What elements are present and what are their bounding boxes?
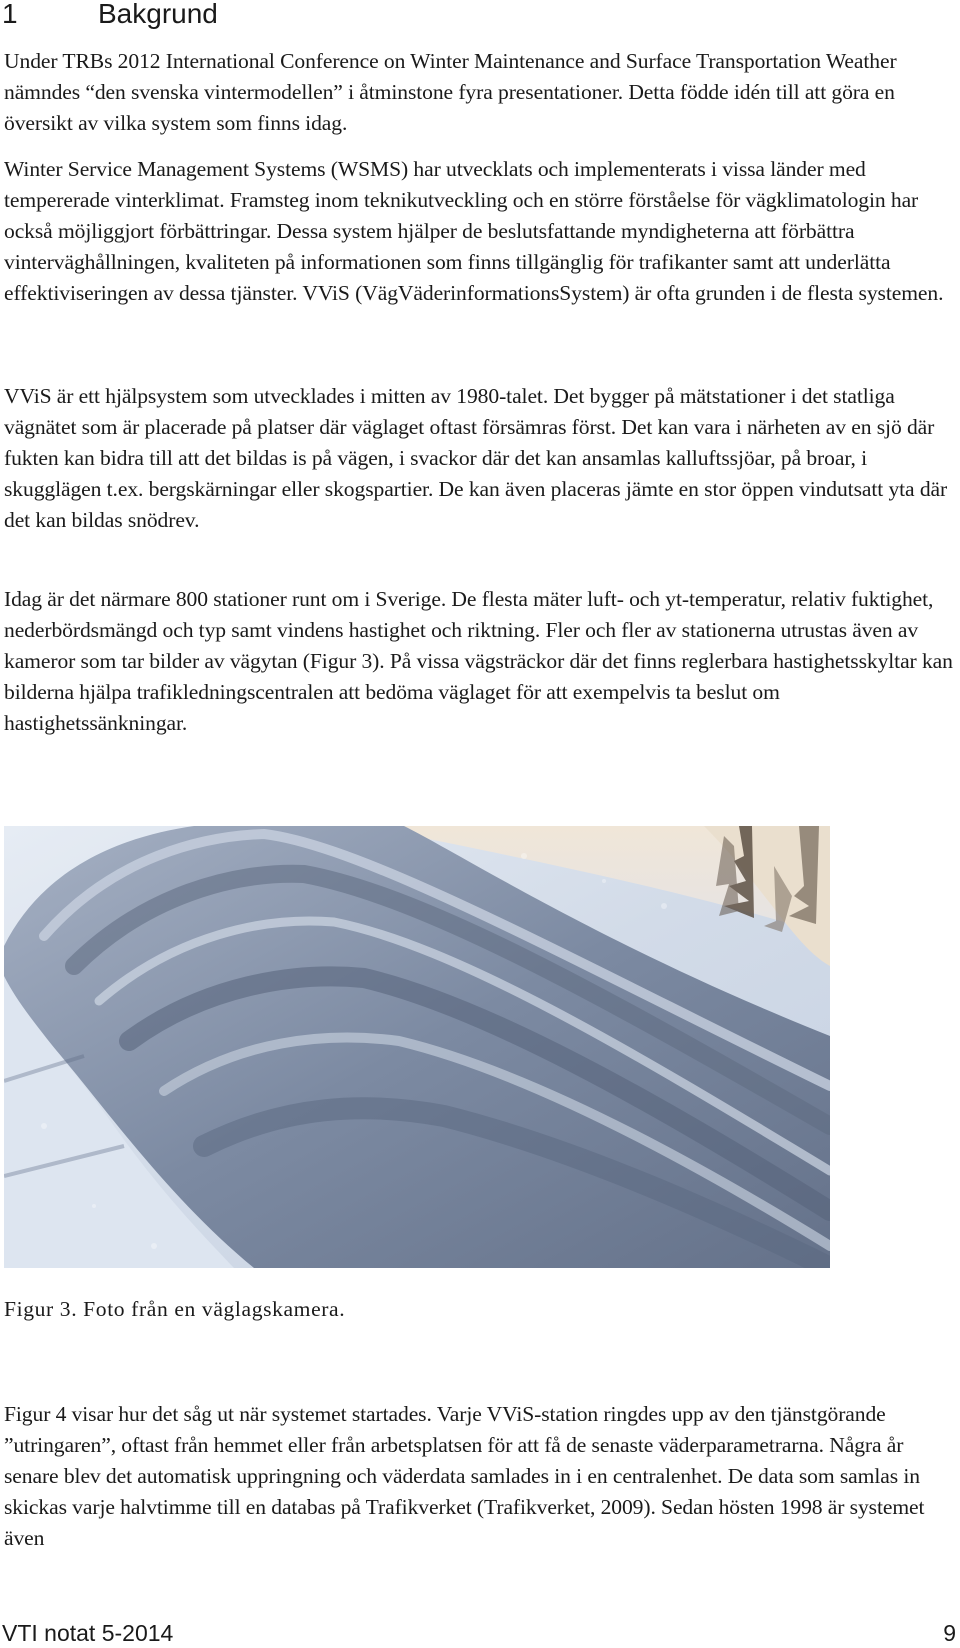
- figure-caption: Figur 3. Foto från en väglagskamera.: [4, 1297, 346, 1321]
- page-footer: [2, 1618, 956, 1648]
- page-number: 9: [943, 1620, 956, 1646]
- paragraph-wsms: Winter Service Management Systems (WSMS) har utvecklats och implementerats i vissa länder med tempererade vinterklimat. Framsteg inom teknikutveckling och en större förståelse för vägklimatologin har också möjliggjort förbättringar. Dessa system hjälper de beslutsfattande myndigheterna att förbättra vinterväghållningen, kvaliteten på informationen som finns tillgänglig för trafikanter samt att underlätta effektiviseringen av dessa tjänster. VViS (VägVäderinformationsSystem) är ofta grunden i de flesta systemen.: [4, 157, 944, 305]
- road-camera-photo: [4, 826, 830, 1268]
- paragraph-trb-conference: Under TRBs 2012 International Conference on Winter Maintenance and Surface Transportation Weather nämndes “den svenska vintermodellen” i åtminstone fyra presentationer. Detta födde idén till att göra en översikt av vilka system som finns idag.: [4, 49, 897, 135]
- footer-document-id: VTI notat 5-2014: [2, 1620, 174, 1646]
- section-number: 1: [2, 0, 18, 29]
- paragraph-vvis-history: VViS är ett hjälpsystem som utvecklades i mitten av 1980-talet. Det bygger på mätstationer i det statliga vägnätet som är placerade på platser där väglaget oftast försämras först. Det kan vara i närheten av en sjö där fukten kan bidra till att det bildas is på vägen, i svackor där det kan ansamlas kalluftssjöar, på broar, i skugglägen t.ex. bergskärningar eller skogspartier. De kan även placeras jämte en stor öppen vindutsatt yta där det kan bildas snödrev.: [4, 384, 948, 532]
- section-title: Bakgrund: [98, 0, 218, 29]
- paragraph-system-start: Figur 4 visar hur det såg ut när systemet startades. Varje VViS-station ringdes upp av den tjänstgörande ”utringaren”, oftast från hemmet eller från arbetsplatsen för att få de senaste väderparametrarna. Några år senare blev det automatisk uppringning och väderdata samlades in i en centralenhet. De data som samlas in skickas varje halvtimme till en databas på Trafikverket (Trafikverket, 2009). Sedan hösten 1998 är systemet även: [4, 1402, 925, 1550]
- section-heading: [2, 0, 218, 34]
- paragraph-stations: Idag är det närmare 800 stationer runt om i Sverige. De flesta mäter luft- och yt-temperatur, relativ fuktighet, nederbördsmängd och typ samt vindens hastighet och riktning. Fler och fler av stationerna utrustas även av kameror som tar bilder av vägytan (Figur 3). På vissa vägsträckor där det finns reglerbara hastighetsskyltar kan bilderna hjälpa trafikledningscentralen att bedöma väglaget för att exempelvis ta beslut om hastighetssänkningar.: [4, 587, 953, 735]
